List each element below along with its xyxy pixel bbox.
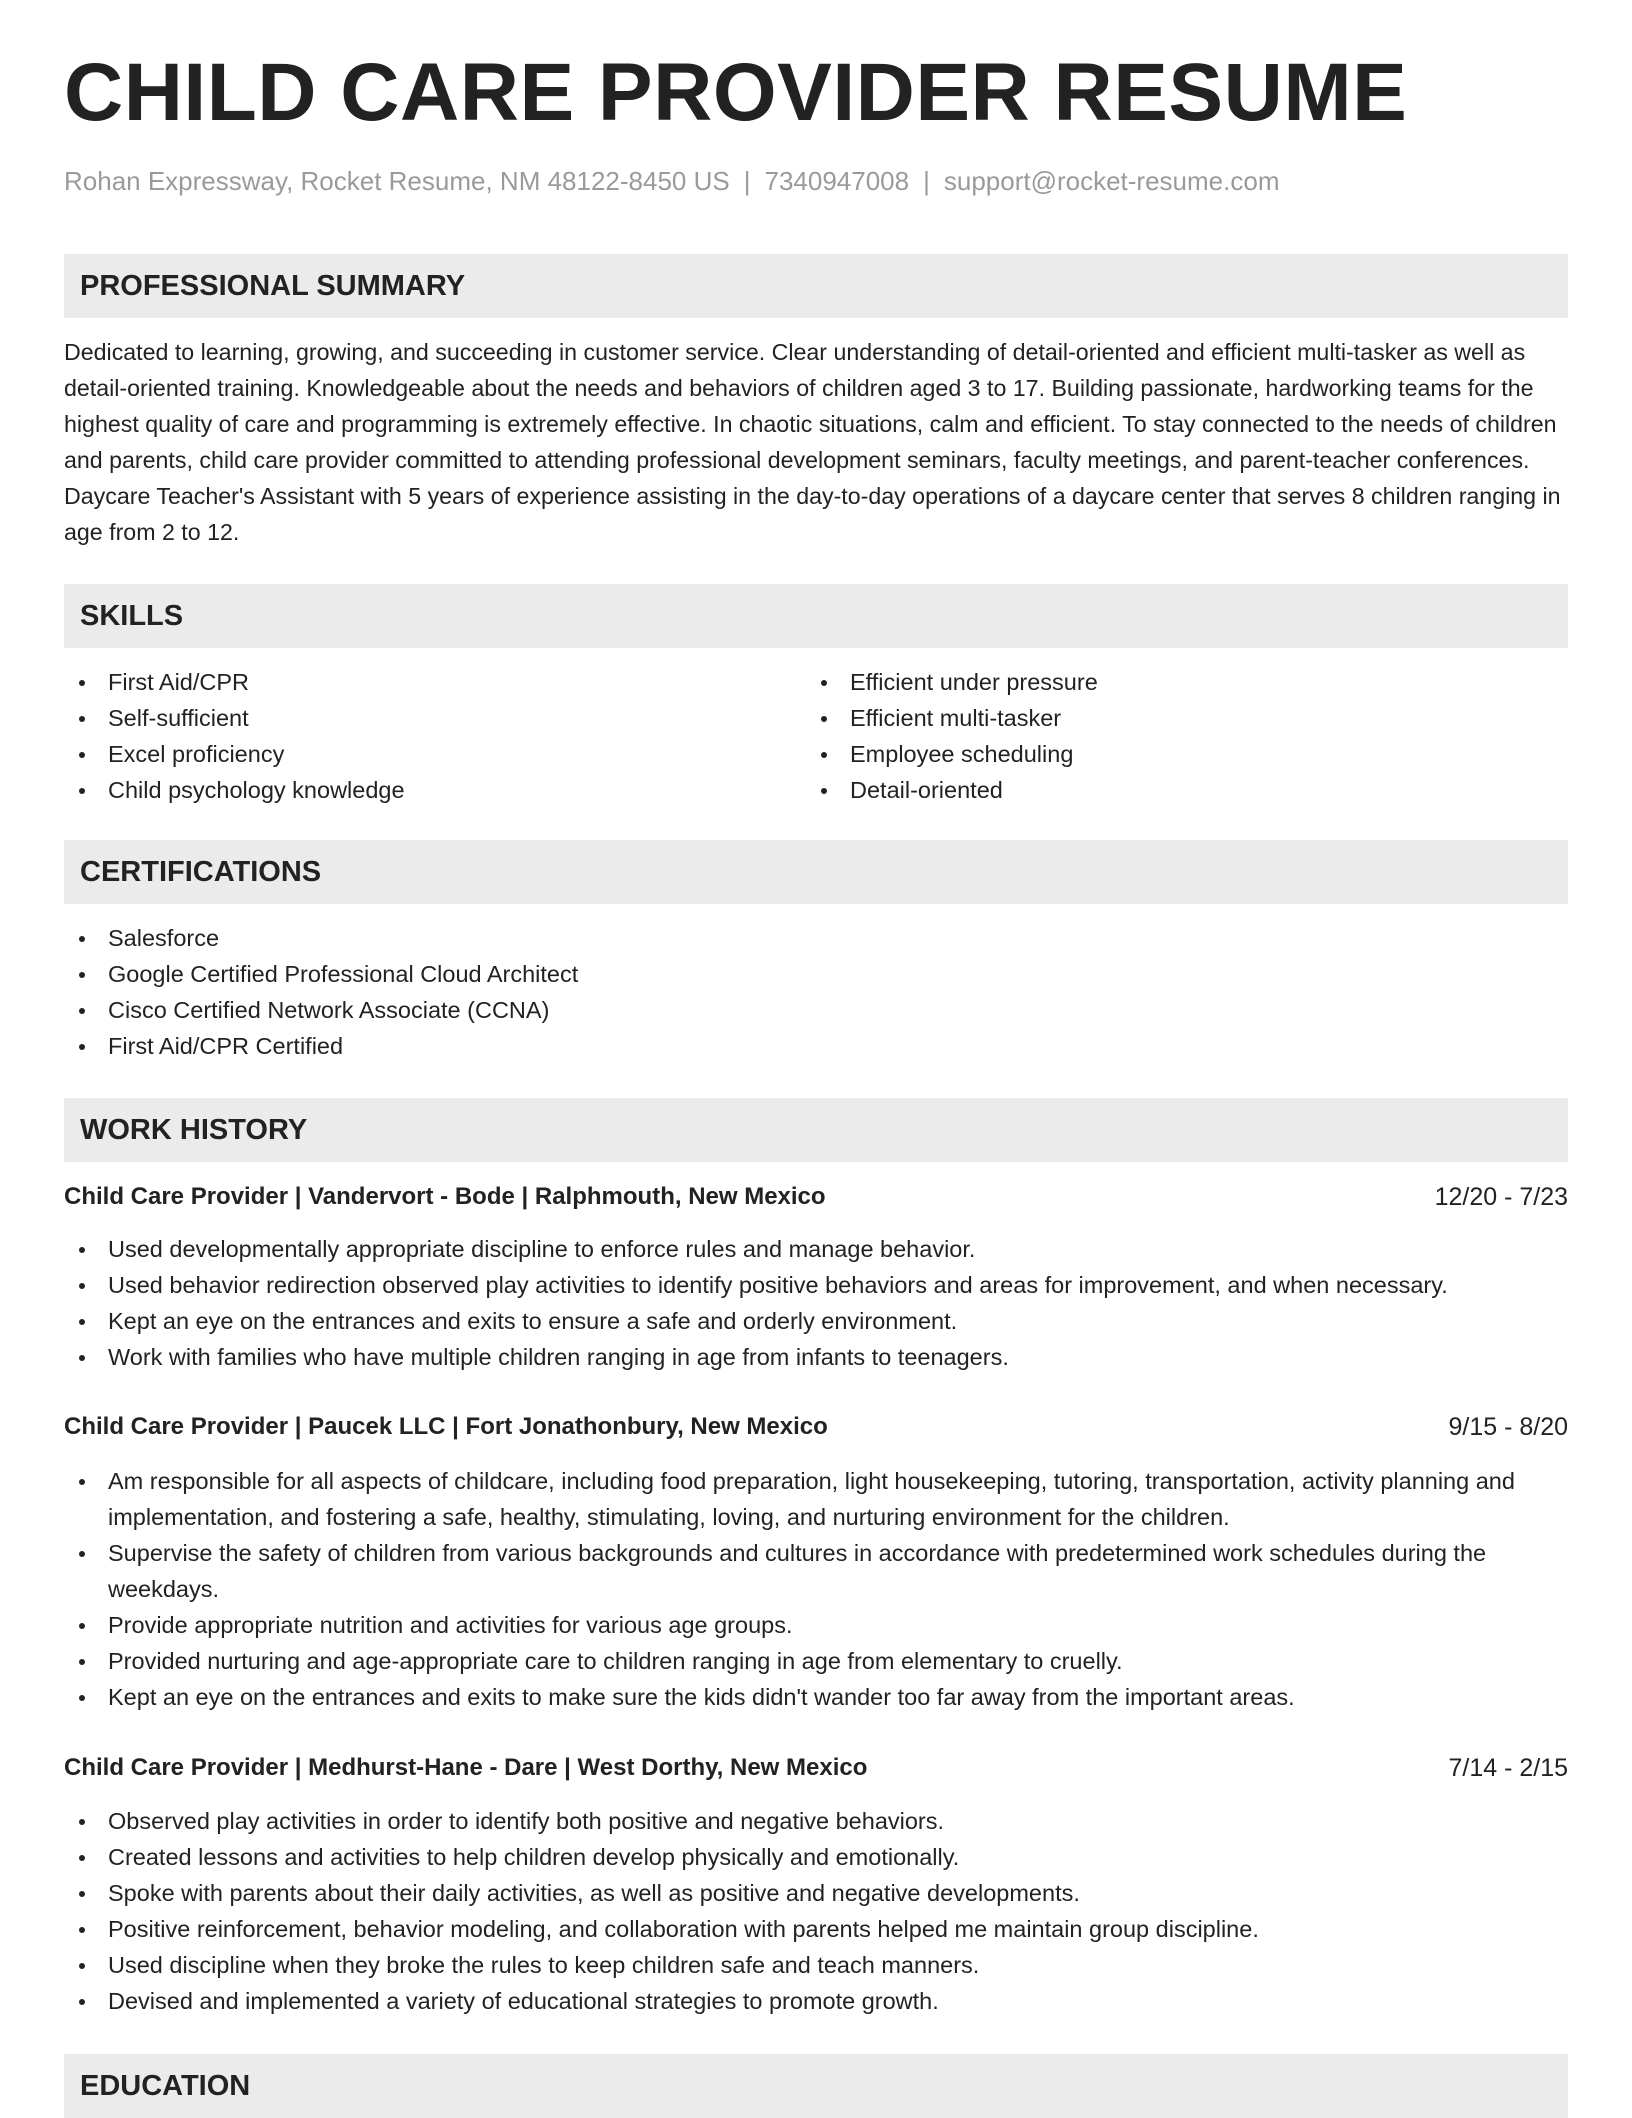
- job-bullet: Used discipline when they broke the rules to keep children safe and teach manners.: [64, 1947, 1568, 1983]
- job-bullets: [64, 1803, 1568, 2019]
- job-title: Child Care Provider | Vandervort - Bode | Ralphmouth, New Mexico: [64, 1183, 826, 1210]
- job-title: Child Care Provider | Paucek LLC | Fort Jonathonbury, New Mexico: [64, 1413, 828, 1440]
- skill-item: Efficient under pressure: [806, 664, 1546, 700]
- section-header-skills: [64, 584, 1568, 648]
- skill-item: Employee scheduling: [806, 736, 1546, 772]
- summary-text: Dedicated to learning, growing, and succeeding in customer service. Clear understanding of detail-oriented and efficient multi-tasker as well as detail-oriented training. Knowledgeable about the needs and behaviors of children aged 3 to 17. Building passionate, hardworking teams for the highest quality of care and programming is extremely effective. In chaotic situations, calm and efficient. To stay connected to the needs of children and parents, child care provider committed to attending professional development seminars, faculty meetings, and parent-teacher conferences. Daycare Teacher's Assistant with 5 years of experience assisting in the day-to-day operations of a daycare center that serves 8 children ranging in age from 2 to 12.: [64, 339, 1561, 545]
- job-bullet: Created lessons and activities to help children develop physically and emotionally.: [64, 1839, 1568, 1875]
- section-title: EDUCATION: [80, 2070, 251, 2102]
- skill-item: Excel proficiency: [64, 736, 804, 772]
- skill-item: Detail-oriented: [806, 772, 1546, 808]
- skill-item: Efficient multi-tasker: [806, 700, 1546, 736]
- section-title: SKILLS: [80, 600, 184, 632]
- job-bullet: Spoke with parents about their daily activities, as well as positive and negative developments.: [64, 1875, 1568, 1911]
- section-title: PROFESSIONAL SUMMARY: [80, 270, 466, 302]
- contact-line: [64, 168, 1279, 194]
- contact-address: Rohan Expressway, Rocket Resume, NM 48122-8450 US: [64, 166, 730, 196]
- job-bullets: [64, 1463, 1568, 1715]
- section-header-certifications: [64, 840, 1568, 904]
- job-bullet: Devised and implemented a variety of educational strategies to promote growth.: [64, 1983, 1568, 2019]
- job-bullet: Used behavior redirection observed play activities to identify positive behaviors and areas for improvement, and when necessary.: [64, 1267, 1568, 1303]
- job-dates: 9/15 - 8/20: [1448, 1413, 1568, 1441]
- skill-item: First Aid/CPR: [64, 664, 804, 700]
- contact-separator: |: [743, 166, 751, 196]
- job-bullet: Work with families who have multiple children ranging in age from infants to teenagers.: [64, 1339, 1568, 1375]
- job-bullet: Kept an eye on the entrances and exits to ensure a safe and orderly environment.: [64, 1303, 1568, 1339]
- section-header-summary: [64, 254, 1568, 318]
- job-bullet: Used developmentally appropriate discipline to enforce rules and manage behavior.: [64, 1231, 1568, 1267]
- certification-item: Google Certified Professional Cloud Architect: [64, 956, 1568, 992]
- contact-separator: |: [923, 166, 930, 196]
- job-bullet: Provided nurturing and age-appropriate care to children ranging in age from elementary to cruelly.: [64, 1643, 1568, 1679]
- job-bullets: [64, 1231, 1568, 1375]
- page-title: CHILD CARE PROVIDER RESUME: [64, 47, 1408, 138]
- section-header-education: [64, 2054, 1568, 2118]
- job-bullet: Am responsible for all aspects of childcare, including food preparation, light housekeeping, tutoring, transportation, activity planning and implementation, and fostering a safe, healthy, stimulating, loving, and nurturing environment for the children.: [64, 1463, 1568, 1535]
- certification-item: First Aid/CPR Certified: [64, 1028, 1568, 1064]
- certification-item: Cisco Certified Network Associate (CCNA): [64, 992, 1568, 1028]
- skill-item: Self-sufficient: [64, 700, 804, 736]
- section-title: WORK HISTORY: [80, 1114, 308, 1146]
- contact-phone: 7340947008: [764, 166, 910, 196]
- contact-email: support@rocket-resume.com: [943, 166, 1280, 196]
- section-header-work-history: [64, 1098, 1568, 1162]
- certifications-list: [64, 920, 1568, 1064]
- job-dates: 12/20 - 7/23: [1434, 1183, 1568, 1211]
- job-header: [64, 1179, 1568, 1215]
- job-header: [64, 1750, 1568, 1786]
- certification-item: Salesforce: [64, 920, 1568, 956]
- job-bullet: Observed play activities in order to identify both positive and negative behaviors.: [64, 1803, 1568, 1839]
- skills-list-left: [64, 664, 804, 808]
- job-dates: 7/14 - 2/15: [1448, 1754, 1568, 1782]
- skills-list-right: [806, 664, 1546, 808]
- section-title: CERTIFICATIONS: [80, 856, 322, 888]
- job-bullet: Provide appropriate nutrition and activities for various age groups.: [64, 1607, 1568, 1643]
- skill-item: Child psychology knowledge: [64, 772, 804, 808]
- job-bullet: Kept an eye on the entrances and exits to make sure the kids didn't wander too far away from the important areas.: [64, 1679, 1568, 1715]
- job-header: [64, 1409, 1568, 1445]
- job-bullet: Supervise the safety of children from various backgrounds and cultures in accordance with predetermined work schedules during the weekdays.: [64, 1535, 1568, 1607]
- job-bullet: Positive reinforcement, behavior modeling, and collaboration with parents helped me maintain group discipline.: [64, 1911, 1568, 1947]
- job-title: Child Care Provider | Medhurst-Hane - Dare | West Dorthy, New Mexico: [64, 1754, 868, 1781]
